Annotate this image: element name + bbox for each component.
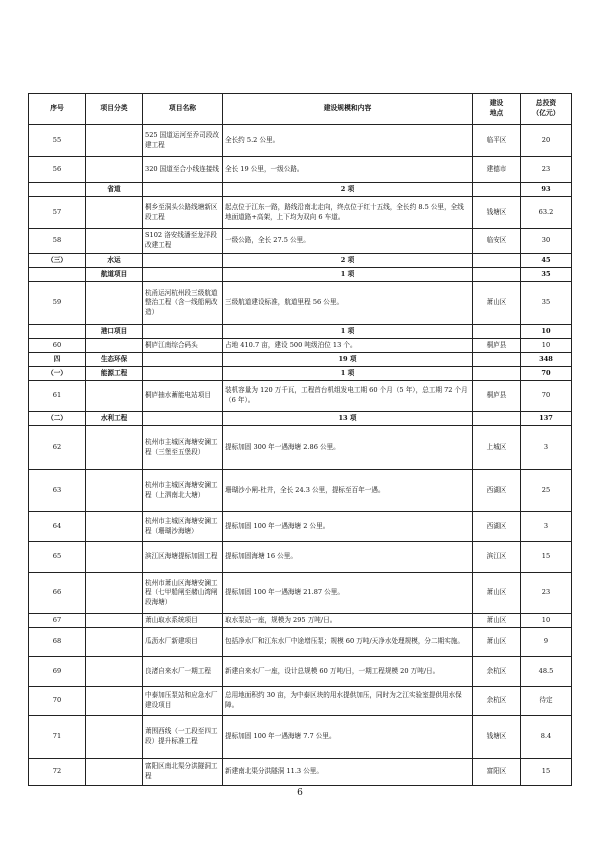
cell-investment: 20 [521,125,572,157]
cell-no: 71 [29,716,86,759]
cell-no: 60 [29,339,86,353]
cell-content: 一级公路，全长 27.5 公里。 [223,229,473,254]
table-row [29,282,572,325]
section-row [29,183,572,197]
cell-location [473,268,521,282]
cell-location: 上城区 [473,426,521,470]
cell-no: 62 [29,426,86,470]
cell-category [86,426,143,470]
cell-content: 起点位于江东一路，路线沿南北走向，终点位于红十五线，全长约 8.5 公里，全线地面道路+高架，上下均为双向 6 车道。 [223,197,473,229]
cell-location: 钱塘区 [473,197,521,229]
cell-name: 良渚自来水厂一期工程 [143,657,223,687]
cell-name: 杭甬运河杭州段三级航道整治工程（含一线船闸改造） [143,282,223,325]
cell-investment: 23 [521,157,572,183]
cell-category [86,573,143,614]
cell-content: 13 项 [223,412,473,426]
cell-no: （三） [29,254,86,268]
cell-location: 滨江区 [473,542,521,573]
cell-name: 中泰加压泵站和应急水厂建设项目 [143,687,223,716]
cell-name [143,254,223,268]
table-row [29,229,572,254]
cell-category: 港口项目 [86,325,143,339]
cell-no [29,325,86,339]
cell-name [143,367,223,381]
cell-no: （二） [29,412,86,426]
cell-content: 全长 19 公里，一级公路。 [223,157,473,183]
cell-name: 杭州市萧山区海塘安澜工程（七甲船闸至赭山湾闸段海塘） [143,573,223,614]
section-row [29,325,572,339]
table-row [29,381,572,412]
cell-location: 余杭区 [473,657,521,687]
cell-category [86,157,143,183]
cell-name [143,412,223,426]
cell-name: 杭州市主城区海塘安澜工程（三堡至五堡段） [143,426,223,470]
table-row [29,614,572,628]
cell-content: 提标加固海塘 16 公里。 [223,542,473,573]
cell-investment: 45 [521,254,572,268]
cell-name [143,325,223,339]
cell-investment: 63.2 [521,197,572,229]
cell-content: 提标加固 100 年一遇海塘 7.7 公里。 [223,716,473,759]
table-row [29,470,572,512]
cell-category [86,628,143,657]
cell-category [86,282,143,325]
cell-location: 萧山区 [473,573,521,614]
cell-location [473,367,521,381]
cell-name [143,353,223,367]
cell-name: 萧围西线（一工段至四工段）提升标准工程 [143,716,223,759]
cell-no: 56 [29,157,86,183]
cell-location: 临安区 [473,229,521,254]
cell-content: 包括净水厂和江东水厂中途增压泵；规模 60 万吨/天净水处理规模，分二期实施。 [223,628,473,657]
cell-investment: 70 [521,381,572,412]
cell-no: 64 [29,512,86,542]
table-row [29,542,572,573]
cell-investment: 25 [521,470,572,512]
table-row [29,197,572,229]
cell-category [86,125,143,157]
cell-content: 提标加固 100 年一遇海塘 21.87 公里。 [223,573,473,614]
cell-investment: 23 [521,573,572,614]
cell-location [473,183,521,197]
cell-content: 取水泵站一座，规模为 295 万吨/日。 [223,614,473,628]
header-no: 序号 [29,94,86,125]
cell-category: 水利工程 [86,412,143,426]
cell-category: 生态环保 [86,353,143,367]
cell-location: 桐庐县 [473,381,521,412]
table-row [29,426,572,470]
cell-location: 萧山区 [473,282,521,325]
cell-category [86,657,143,687]
cell-name: 桐乡至洞头公路线塘新区段工程 [143,197,223,229]
cell-content: 装机容量为 120 万千瓦，工程首台机组发电工期 60 个月（5 年），总工期 72 个月（6 年）。 [223,381,473,412]
cell-investment: 70 [521,367,572,381]
cell-content: 总用地面积约 30 亩，为中泰区块的用水提供加压，同时为之江实验室提供用水保障。 [223,687,473,716]
cell-category: 航道项目 [86,268,143,282]
cell-category [86,716,143,759]
table-row [29,573,572,614]
cell-location: 西湖区 [473,470,521,512]
cell-name [143,183,223,197]
cell-content: 占地 410.7 亩，建设 500 吨级泊位 13 个。 [223,339,473,353]
cell-no: 69 [29,657,86,687]
cell-investment: 10 [521,325,572,339]
cell-category [86,229,143,254]
cell-name: 桐庐江南综合码头 [143,339,223,353]
cell-no: 66 [29,573,86,614]
cell-location: 临平区 [473,125,521,157]
cell-location [473,325,521,339]
cell-no: 67 [29,614,86,628]
header-name: 项目名称 [143,94,223,125]
cell-category [86,542,143,573]
cell-investment: 10 [521,614,572,628]
cell-no: 57 [29,197,86,229]
cell-no [29,183,86,197]
cell-no: 59 [29,282,86,325]
table-row [29,759,572,786]
cell-no: 72 [29,759,86,786]
cell-category [86,470,143,512]
cell-no: 四 [29,353,86,367]
cell-name: 滨江区海塘提标加固工程 [143,542,223,573]
cell-content: 提标加固 300 年一遇海塘 2.86 公里。 [223,426,473,470]
cell-name [143,268,223,282]
cell-name: 杭州市主城区海塘安澜工程（珊瑚沙海塘） [143,512,223,542]
header-content: 建设规模和内容 [223,94,473,125]
cell-name: 萧山取水系统项目 [143,614,223,628]
cell-category: 水运 [86,254,143,268]
section-row [29,254,572,268]
cell-no: 55 [29,125,86,157]
cell-location: 桐庐县 [473,339,521,353]
cell-investment: 48.5 [521,657,572,687]
cell-no: 65 [29,542,86,573]
cell-category: 省道 [86,183,143,197]
cell-name: 320 国道至合小线连接线 [143,157,223,183]
cell-category: 能源工程 [86,367,143,381]
table-header-row [29,94,572,125]
cell-location: 建德市 [473,157,521,183]
section-row [29,353,572,367]
table-row [29,657,572,687]
cell-no: 68 [29,628,86,657]
table-row [29,512,572,542]
cell-content: 1 项 [223,268,473,282]
page-number: 6 [297,788,303,798]
cell-name: 瓜沥水厂新建项目 [143,628,223,657]
section-row [29,412,572,426]
table-row [29,716,572,759]
cell-content: 三级航道建设标准，航道里程 56 公里。 [223,282,473,325]
cell-investment: 8.4 [521,716,572,759]
cell-location [473,254,521,268]
cell-category [86,614,143,628]
cell-content: 1 项 [223,325,473,339]
header-location: 建设 地点 [473,94,521,125]
section-row [29,367,572,381]
cell-investment: 137 [521,412,572,426]
table-row [29,628,572,657]
cell-name: 杭州市主城区海塘安澜工程（上泗南北大塘） [143,470,223,512]
cell-location: 富阳区 [473,759,521,786]
cell-content: 新建南北渠分洪隧洞 11.3 公里。 [223,759,473,786]
cell-content: 2 项 [223,183,473,197]
cell-no: （一） [29,367,86,381]
cell-category [86,759,143,786]
cell-category [86,512,143,542]
table-row [29,157,572,183]
header-investment: 总投资 （亿元） [521,94,572,125]
cell-category [86,339,143,353]
cell-name: 525 国道运河至乔司段改建工程 [143,125,223,157]
table-row [29,339,572,353]
table-row [29,687,572,716]
cell-location: 西湖区 [473,512,521,542]
cell-content: 2 项 [223,254,473,268]
table-row [29,125,572,157]
cell-investment: 3 [521,426,572,470]
cell-no: 63 [29,470,86,512]
cell-name: 富阳区南北渠分洪隧洞工程 [143,759,223,786]
cell-name: 桐庐抽水蓄能电站项目 [143,381,223,412]
project-table [28,93,572,786]
cell-location: 萧山区 [473,628,521,657]
cell-investment: 10 [521,339,572,353]
cell-content: 19 项 [223,353,473,367]
cell-content: 新建自来水厂一座，设计总规模 60 万吨/日，一期工程规模 20 万吨/日。 [223,657,473,687]
cell-investment: 3 [521,512,572,542]
cell-no: 58 [29,229,86,254]
cell-location [473,353,521,367]
cell-no: 61 [29,381,86,412]
cell-investment: 348 [521,353,572,367]
cell-category [86,197,143,229]
cell-investment: 35 [521,282,572,325]
cell-content: 提标加固 100 年一遇海塘 2 公里。 [223,512,473,542]
cell-content: 全长约 5.2 公里。 [223,125,473,157]
cell-investment: 35 [521,268,572,282]
cell-category [86,381,143,412]
cell-content: 珊瑚沙小闸-杜井，全长 24.3 公里，提标至百年一遇。 [223,470,473,512]
cell-location: 钱塘区 [473,716,521,759]
cell-content: 1 项 [223,367,473,381]
cell-no: 70 [29,687,86,716]
cell-location: 萧山区 [473,614,521,628]
cell-investment: 30 [521,229,572,254]
cell-location [473,412,521,426]
cell-name: S102 洛安线潘至龙洋段改建工程 [143,229,223,254]
header-category: 项目分类 [86,94,143,125]
cell-no [29,268,86,282]
cell-category [86,687,143,716]
section-row [29,268,572,282]
cell-investment: 待定 [521,687,572,716]
cell-investment: 9 [521,628,572,657]
cell-investment: 93 [521,183,572,197]
cell-investment: 15 [521,542,572,573]
cell-investment: 15 [521,759,572,786]
cell-location: 余杭区 [473,687,521,716]
